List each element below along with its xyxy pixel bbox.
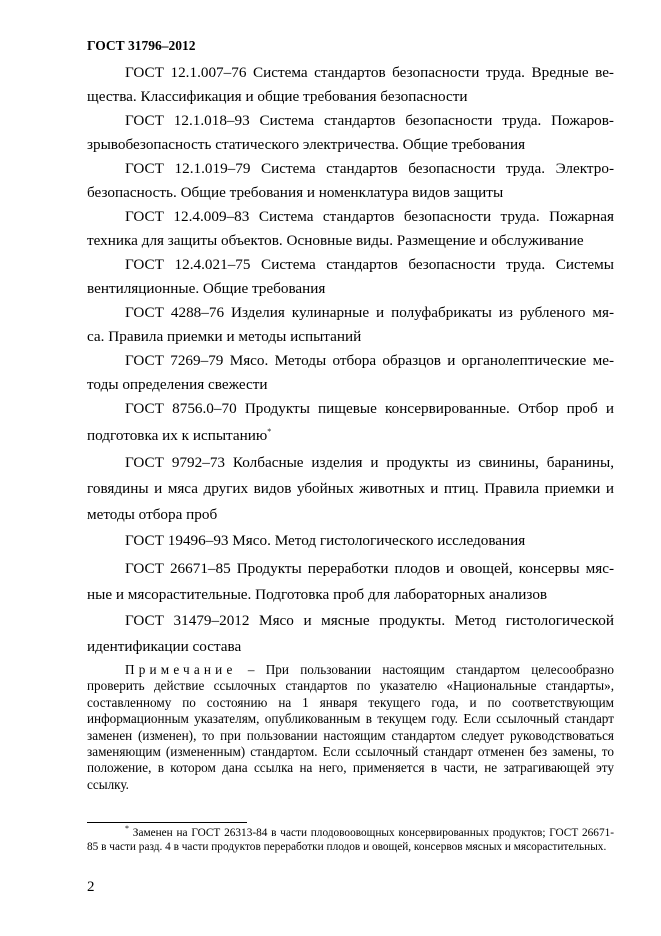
document-header: ГОСТ 31796–2012 [87, 38, 196, 53]
note-paragraph [87, 662, 614, 793]
reference-line: методы отбора проб [87, 506, 218, 523]
reference-line: ГОСТ 4288–76 Изделия кулинарные и полуфабрикаты из рубленого мя- [125, 304, 614, 321]
footnote-divider [87, 822, 247, 823]
reference-line: щества. Классификация и общие требования безопасности [87, 88, 468, 105]
reference-line: ГОСТ 12.1.007–76 Система стандартов безопасности труда. Вредные ве- [125, 64, 614, 81]
reference-line: ГОСТ 31479–2012 Мясо и мясные продукты. Метод гистологической [125, 612, 614, 629]
reference-line: ГОСТ 26671–85 Продукты переработки плодов и овощей, консервы мяс- [125, 560, 614, 577]
reference-item [87, 397, 614, 448]
reference-line: ГОСТ 12.4.021–75 Система стандартов безопасности труда. Системы [125, 256, 614, 273]
reference-line: ГОСТ 12.1.018–93 Система стандартов безопасности труда. Пожаров- [125, 112, 614, 129]
reference-line: са. Правила приемки и методы испытаний [87, 328, 362, 345]
footnote-mark: * [125, 824, 129, 834]
reference-line [87, 424, 614, 448]
reference-line: техника для защиты объектов. Основные виды. Размещение и обслуживание [87, 232, 584, 249]
footnote-marker: * [267, 426, 272, 436]
reference-item [87, 451, 614, 527]
reference-item [87, 529, 614, 553]
reference-item [87, 557, 614, 607]
reference-text: подготовка их к испытанию [87, 427, 268, 444]
reference-line: тоды определения свежести [87, 376, 268, 393]
reference-line: вентиляционные. Общие требования [87, 280, 326, 297]
reference-line: ГОСТ 7269–79 Мясо. Методы отбора образцов и органолептические ме- [125, 352, 614, 369]
reference-item [87, 609, 614, 659]
footnote-text: Заменен на ГОСТ 26313-84 в части плодовоовощных консервированных продуктов; ГОСТ 26671-85 в части разд. 4 в части продуктов переработки плодов и овощей, консервов мясных и мясорастительных. [87, 827, 614, 853]
reference-line: ГОСТ 19496–93 Мясо. Метод гистологического исследования [125, 532, 526, 549]
reference-item [87, 109, 614, 157]
reference-line: ные и мясорастительные. Подготовка проб для лабораторных анализов [87, 586, 548, 603]
reference-item [87, 301, 614, 349]
reference-line: ГОСТ 9792–73 Колбасные изделия и продукты из свинины, баранины, [125, 454, 614, 471]
reference-line: безопасность. Общие требования и номенклатура видов защиты [87, 184, 504, 201]
reference-line: ГОСТ 12.1.019–79 Система стандартов безопасности труда. Электро- [125, 160, 614, 177]
reference-item [87, 157, 614, 205]
reference-line: ГОСТ 8756.0–70 Продукты пищевые консервированные. Отбор проб и [125, 400, 614, 417]
reference-item [87, 61, 614, 109]
note-label: Примечание [125, 662, 237, 677]
reference-line: идентификации состава [87, 638, 242, 655]
footnote [87, 826, 614, 854]
reference-line: зрывобезопасность статического электричества. Общие требования [87, 136, 526, 153]
reference-item [87, 253, 614, 301]
reference-line: говядины и мяса других видов убойных животных и птиц. Правила приемки и [87, 480, 614, 497]
reference-item [87, 349, 614, 397]
page-number: 2 [87, 879, 95, 895]
note-text: – При пользовании настоящим стандартом целесообразно проверить действие ссылочных стандартов по указателю «Национальные стандарты», составленному по состоянию на 1 января текущего года, и по соответствующим информационным указателям, опубликованным в текущем году. Если ссылочный стандарт заменен (изменен), то при пользовании настоящим стандартом следует руководствоваться заменяющим (измененным) стандартом. Если ссылочный стандарт отменен без замены, то положение, в котором дана ссылка на него, применяется в части, не затрагивающей эту ссылку. [87, 662, 614, 792]
reference-line: ГОСТ 12.4.009–83 Система стандартов безопасности труда. Пожарная [125, 208, 614, 225]
reference-item [87, 205, 614, 253]
